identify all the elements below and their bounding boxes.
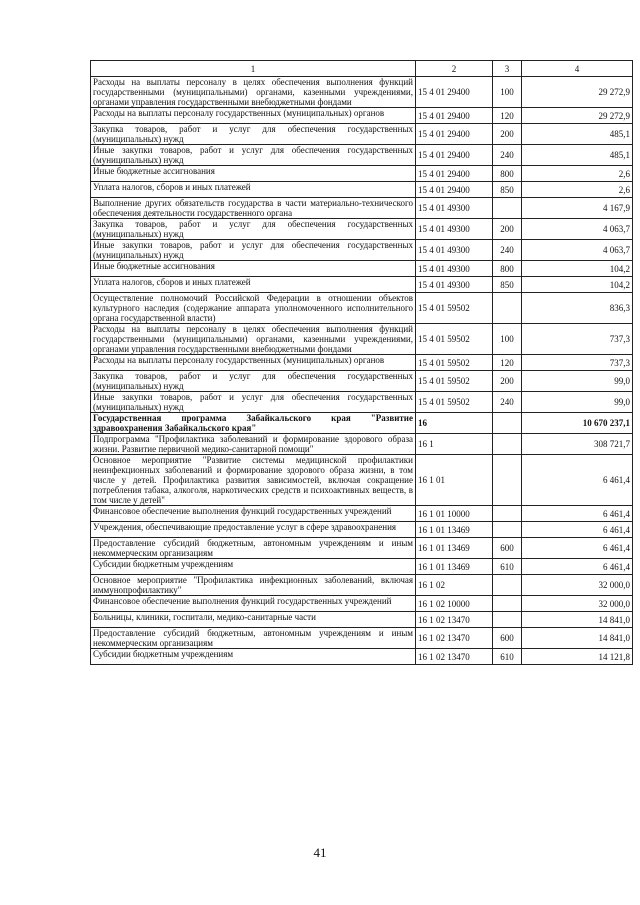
row-sum-cell: 32 000,0	[522, 575, 633, 596]
row-code-cell: 15 4 01 29400	[416, 182, 493, 198]
table-header-row	[91, 61, 633, 77]
row-sum-cell: 737,3	[522, 355, 633, 371]
row-type-cell: 100	[493, 324, 522, 355]
row-name-cell: Субсидии бюджетным учреждениям	[91, 649, 416, 665]
row-code-cell: 16 1 01	[416, 455, 493, 506]
row-code-cell: 15 4 01 29400	[416, 108, 493, 124]
table-row	[91, 219, 633, 240]
row-sum-cell: 14 841,0	[522, 628, 633, 649]
table-row	[91, 455, 633, 506]
row-code-cell: 16 1 01 13469	[416, 538, 493, 559]
row-type-cell	[493, 293, 522, 324]
table-row	[91, 166, 633, 182]
row-sum-cell: 10 670 237,1	[522, 413, 633, 434]
row-code-cell: 16 1 01 13469	[416, 559, 493, 575]
row-code-cell: 15 4 01 59502	[416, 293, 493, 324]
row-name-cell: Учреждения, обеспечивающие предоставление услуг в сфере здравоохранения	[91, 522, 416, 538]
row-code-cell: 15 4 01 49300	[416, 198, 493, 219]
row-sum-cell: 14 121,8	[522, 649, 633, 665]
row-name-cell: Осуществление полномочий Российской Федерации в отношении объектов культурного наследия (содержание аппарата уполномоченного исполнительного органа государственной власти)	[91, 293, 416, 324]
row-sum-cell: 485,1	[522, 145, 633, 166]
row-type-cell: 610	[493, 649, 522, 665]
table-row	[91, 145, 633, 166]
row-name-cell: Предоставление субсидий бюджетным, автономным учреждениям и иным некоммерческим организациям	[91, 538, 416, 559]
table-row	[91, 108, 633, 124]
row-code-cell: 16 1 02 13470	[416, 649, 493, 665]
row-type-cell: 610	[493, 559, 522, 575]
row-type-cell: 800	[493, 261, 522, 277]
row-code-cell: 15 4 01 29400	[416, 124, 493, 145]
table-row	[91, 261, 633, 277]
row-type-cell: 120	[493, 355, 522, 371]
row-sum-cell: 14 841,0	[522, 612, 633, 628]
row-type-cell: 240	[493, 145, 522, 166]
table-row	[91, 538, 633, 559]
row-sum-cell: 32 000,0	[522, 596, 633, 612]
row-name-cell: Закупка товаров, работ и услуг для обеспечения государственных (муниципальных) нужд	[91, 124, 416, 145]
table-row	[91, 413, 633, 434]
row-code-cell: 15 4 01 59502	[416, 371, 493, 392]
row-type-cell: 200	[493, 219, 522, 240]
table-row	[91, 559, 633, 575]
row-sum-cell: 99,0	[522, 392, 633, 413]
row-sum-cell: 4 063,7	[522, 240, 633, 261]
row-type-cell: 120	[493, 108, 522, 124]
row-sum-cell: 485,1	[522, 124, 633, 145]
table-row	[91, 240, 633, 261]
table-row	[91, 628, 633, 649]
row-name-cell: Иные закупки товаров, работ и услуг для обеспечения государственных (муниципальных) нужд	[91, 392, 416, 413]
row-name-cell: Уплата налогов, сборов и иных платежей	[91, 277, 416, 293]
row-type-cell	[493, 434, 522, 455]
row-name-cell: Предоставление субсидий бюджетным, автономным учреждениям и иным некоммерческим организациям	[91, 628, 416, 649]
table-row	[91, 324, 633, 355]
row-sum-cell: 2,6	[522, 166, 633, 182]
row-sum-cell: 99,0	[522, 371, 633, 392]
row-sum-cell: 737,3	[522, 324, 633, 355]
row-code-cell: 15 4 01 59502	[416, 392, 493, 413]
row-code-cell: 15 4 01 49300	[416, 277, 493, 293]
row-code-cell: 15 4 01 29400	[416, 166, 493, 182]
table-row	[91, 522, 633, 538]
row-name-cell: Иные закупки товаров, работ и услуг для обеспечения государственных (муниципальных) нужд	[91, 240, 416, 261]
row-code-cell: 16 1 02 13470	[416, 612, 493, 628]
row-name-cell: Закупка товаров, работ и услуг для обеспечения государственных (муниципальных) нужд	[91, 371, 416, 392]
table-row	[91, 506, 633, 522]
row-type-cell: 200	[493, 371, 522, 392]
row-type-cell: 100	[493, 77, 522, 108]
row-code-cell: 15 4 01 29400	[416, 145, 493, 166]
row-sum-cell: 104,2	[522, 277, 633, 293]
row-code-cell: 15 4 01 59502	[416, 324, 493, 355]
row-sum-cell: 6 461,4	[522, 538, 633, 559]
row-name-cell: Иные бюджетные ассигнования	[91, 261, 416, 277]
row-name-cell: Расходы на выплаты персоналу в целях обеспечения выполнения функций государственными (муниципальными) органами, казенными учреждениями, органами управления государственными внебюджетными фондами	[91, 324, 416, 355]
row-sum-cell: 6 461,4	[522, 522, 633, 538]
row-code-cell: 15 4 01 29400	[416, 77, 493, 108]
row-name-cell: Расходы на выплаты персоналу в целях обеспечения выполнения функций государственными (муниципальными) органами, казенными учреждениями, органами управления государственными внебюджетными фондами	[91, 77, 416, 108]
row-type-cell: 240	[493, 392, 522, 413]
row-sum-cell: 6 461,4	[522, 455, 633, 506]
table-row	[91, 596, 633, 612]
row-sum-cell: 29 272,9	[522, 108, 633, 124]
table-row	[91, 434, 633, 455]
table-row	[91, 198, 633, 219]
row-code-cell: 15 4 01 49300	[416, 261, 493, 277]
row-type-cell: 200	[493, 124, 522, 145]
row-name-cell: Уплата налогов, сборов и иных платежей	[91, 182, 416, 198]
table-row	[91, 649, 633, 665]
row-code-cell: 15 4 01 49300	[416, 240, 493, 261]
row-code-cell: 16	[416, 413, 493, 434]
row-name-cell: Государственная программа Забайкальского края "Развитие здравоохранения Забайкальского края"	[91, 413, 416, 434]
row-name-cell: Расходы на выплаты персоналу государственных (муниципальных) органов	[91, 108, 416, 124]
table-row	[91, 392, 633, 413]
budget-table-body	[91, 61, 633, 665]
row-type-cell	[493, 198, 522, 219]
row-sum-cell: 6 461,4	[522, 559, 633, 575]
table-row	[91, 355, 633, 371]
row-type-cell	[493, 455, 522, 506]
row-code-cell: 15 4 01 59502	[416, 355, 493, 371]
row-type-cell	[493, 575, 522, 596]
row-code-cell: 16 1 01 13469	[416, 522, 493, 538]
row-sum-cell: 6 461,4	[522, 506, 633, 522]
row-name-cell: Расходы на выплаты персоналу государственных (муниципальных) органов	[91, 355, 416, 371]
row-sum-cell: 2,6	[522, 182, 633, 198]
row-type-cell	[493, 596, 522, 612]
header-col-4: 4	[522, 61, 633, 77]
row-sum-cell: 104,2	[522, 261, 633, 277]
row-type-cell	[493, 612, 522, 628]
row-name-cell: Больницы, клиники, госпитали, медико-санитарные части	[91, 612, 416, 628]
row-sum-cell: 4 167,9	[522, 198, 633, 219]
row-name-cell: Подпрограмма "Профилактика заболеваний и формирование здорового образа жизни. Развитие первичной медико-санитарной помощи"	[91, 434, 416, 455]
row-type-cell: 600	[493, 628, 522, 649]
row-name-cell: Иные бюджетные ассигнования	[91, 166, 416, 182]
row-name-cell: Субсидии бюджетным учреждениям	[91, 559, 416, 575]
page-number: 41	[313, 845, 327, 860]
row-sum-cell: 836,3	[522, 293, 633, 324]
row-name-cell: Финансовое обеспечение выполнения функций государственных учреждений	[91, 506, 416, 522]
row-code-cell: 16 1	[416, 434, 493, 455]
table-row	[91, 182, 633, 198]
row-type-cell: 800	[493, 166, 522, 182]
row-type-cell	[493, 413, 522, 434]
row-sum-cell: 308 721,7	[522, 434, 633, 455]
row-name-cell: Выполнение других обязательств государства в части материально-технического обеспечения деятельности государственного органа	[91, 198, 416, 219]
row-name-cell: Основное мероприятие "Развитие системы медицинской профилактики неинфекционных заболеваний и формирование здорового образа жизни, в том числе у детей. Профилактика развития зависимостей, включая сокращение потребления табака, алкоголя, наркотических средств и психоактивных веществ, в том числе у детей"	[91, 455, 416, 506]
table-row	[91, 575, 633, 596]
row-name-cell: Иные закупки товаров, работ и услуг для обеспечения государственных (муниципальных) нужд	[91, 145, 416, 166]
row-name-cell: Закупка товаров, работ и услуг для обеспечения государственных (муниципальных) нужд	[91, 219, 416, 240]
row-code-cell: 16 1 02 10000	[416, 596, 493, 612]
table-row	[91, 124, 633, 145]
row-code-cell: 16 1 02 13470	[416, 628, 493, 649]
row-type-cell: 850	[493, 182, 522, 198]
row-type-cell	[493, 506, 522, 522]
row-code-cell: 16 1 02	[416, 575, 493, 596]
row-sum-cell: 4 063,7	[522, 219, 633, 240]
budget-table	[90, 60, 633, 665]
row-type-cell: 850	[493, 277, 522, 293]
row-code-cell: 16 1 01 10000	[416, 506, 493, 522]
header-col-3: 3	[493, 61, 522, 77]
row-name-cell: Основное мероприятие "Профилактика инфекционных заболеваний, включая иммунопрофилактику"	[91, 575, 416, 596]
row-name-cell: Финансовое обеспечение выполнения функций государственных учреждений	[91, 596, 416, 612]
table-row	[91, 277, 633, 293]
table-row	[91, 77, 633, 108]
row-sum-cell: 29 272,9	[522, 77, 633, 108]
header-col-2: 2	[416, 61, 493, 77]
row-type-cell	[493, 522, 522, 538]
table-row	[91, 612, 633, 628]
row-type-cell: 240	[493, 240, 522, 261]
row-code-cell: 15 4 01 49300	[416, 219, 493, 240]
row-type-cell: 600	[493, 538, 522, 559]
table-row	[91, 293, 633, 324]
table-row	[91, 371, 633, 392]
header-col-1: 1	[91, 61, 416, 77]
